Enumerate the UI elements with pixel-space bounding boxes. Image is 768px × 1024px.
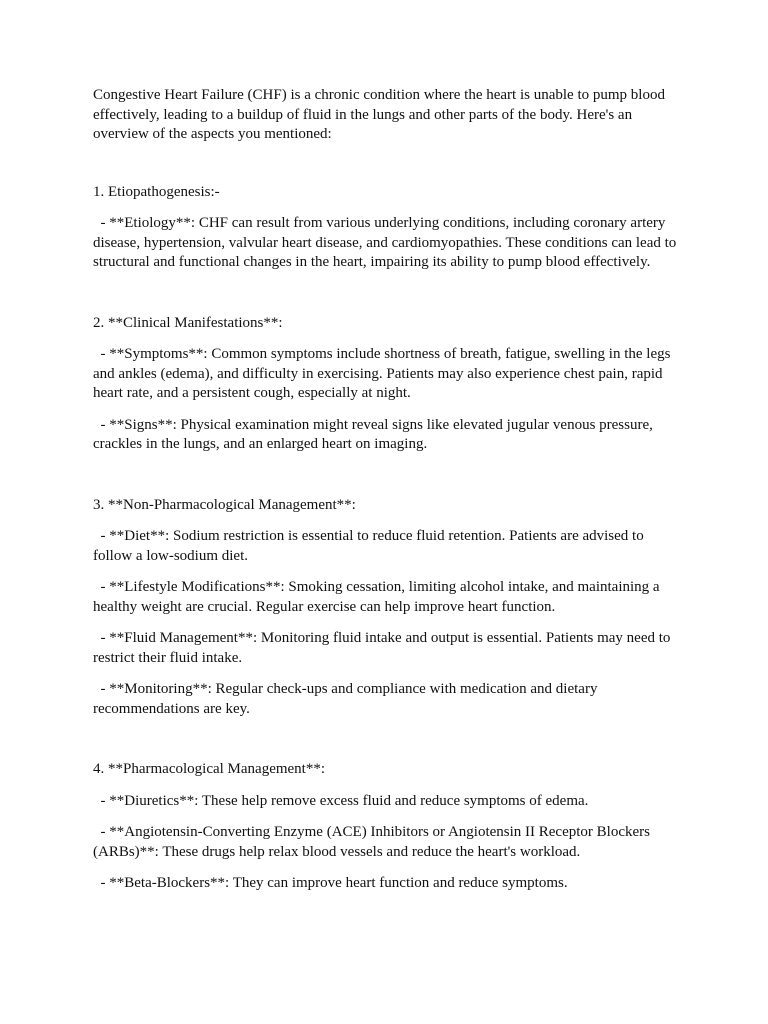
list-item: - **Diuretics**: These help remove excess fluid and reduce symptoms of edema. [93, 792, 589, 809]
section-clinical-manifestations [93, 314, 683, 455]
spacer [93, 273, 683, 314]
list-item: - **Monitoring**: Regular check-ups and compliance with medication and dietary recommendations are key. [93, 681, 602, 717]
spacer [93, 455, 683, 496]
list-item: - **Beta-Blockers**: They can improve heart function and reduce symptoms. [93, 875, 568, 891]
list-item: - **Lifestyle Modifications**: Smoking cessation, limiting alcohol intake, and maintaining a healthy weight are crucial. Regular exercise can help improve heart function. [93, 579, 664, 615]
list-item: - **Angiotensin-Converting Enzyme (ACE) Inhibitors or Angiotensin II Receptor Blockers (ARBs)**: These drugs help relax blood vessels and reduce the heart's workload. [93, 824, 654, 860]
section-heading: 4. **Pharmacological Management**: [93, 761, 326, 777]
section-pharmacological-management [93, 760, 683, 894]
section-heading: 2. **Clinical Manifestations**: [93, 314, 283, 331]
list-item: - **Signs**: Physical examination might reveal signs like elevated jugular venous pressure, crackles in the lungs, and an enlarged heart on imaging. [93, 416, 657, 452]
section-heading: 1. Etiopathogenesis:- [93, 183, 220, 200]
section-heading: 3. **Non-Pharmacological Management**: [93, 496, 356, 513]
spacer [93, 719, 683, 760]
section-non-pharmacological-management [93, 496, 683, 720]
list-item: - **Fluid Management**: Monitoring fluid intake and output is essential. Patients may need to restrict their fluid intake. [93, 630, 675, 666]
list-item: - **Etiology**: CHF can result from various underlying conditions, including coronary artery disease, hypertension, valvular heart disease, and cardiomyopathies. These conditions can lead to structural and functional changes in the heart, impairing its ability to pump blood effectively. [93, 215, 681, 270]
list-item: - **Diet**: Sodium restriction is essential to reduce fluid retention. Patients are advised to follow a low-sodium diet. [93, 528, 648, 564]
intro-paragraph: Congestive Heart Failure (CHF) is a chronic condition where the heart is unable to pump blood effectively, leading to a buildup of fluid in the lungs and other parts of the body. Here's an overview of the aspects you mentioned: [93, 87, 665, 142]
section-etiopathogenesis [93, 183, 683, 273]
spacer [93, 145, 683, 183]
document-page [93, 86, 683, 894]
list-item: - **Symptoms**: Common symptoms include shortness of breath, fatigue, swelling in the legs and ankles (edema), and difficulty in exercising. Patients may also experience chest pain, rapid heart rate, and a persistent cough, especially at night. [93, 346, 675, 401]
